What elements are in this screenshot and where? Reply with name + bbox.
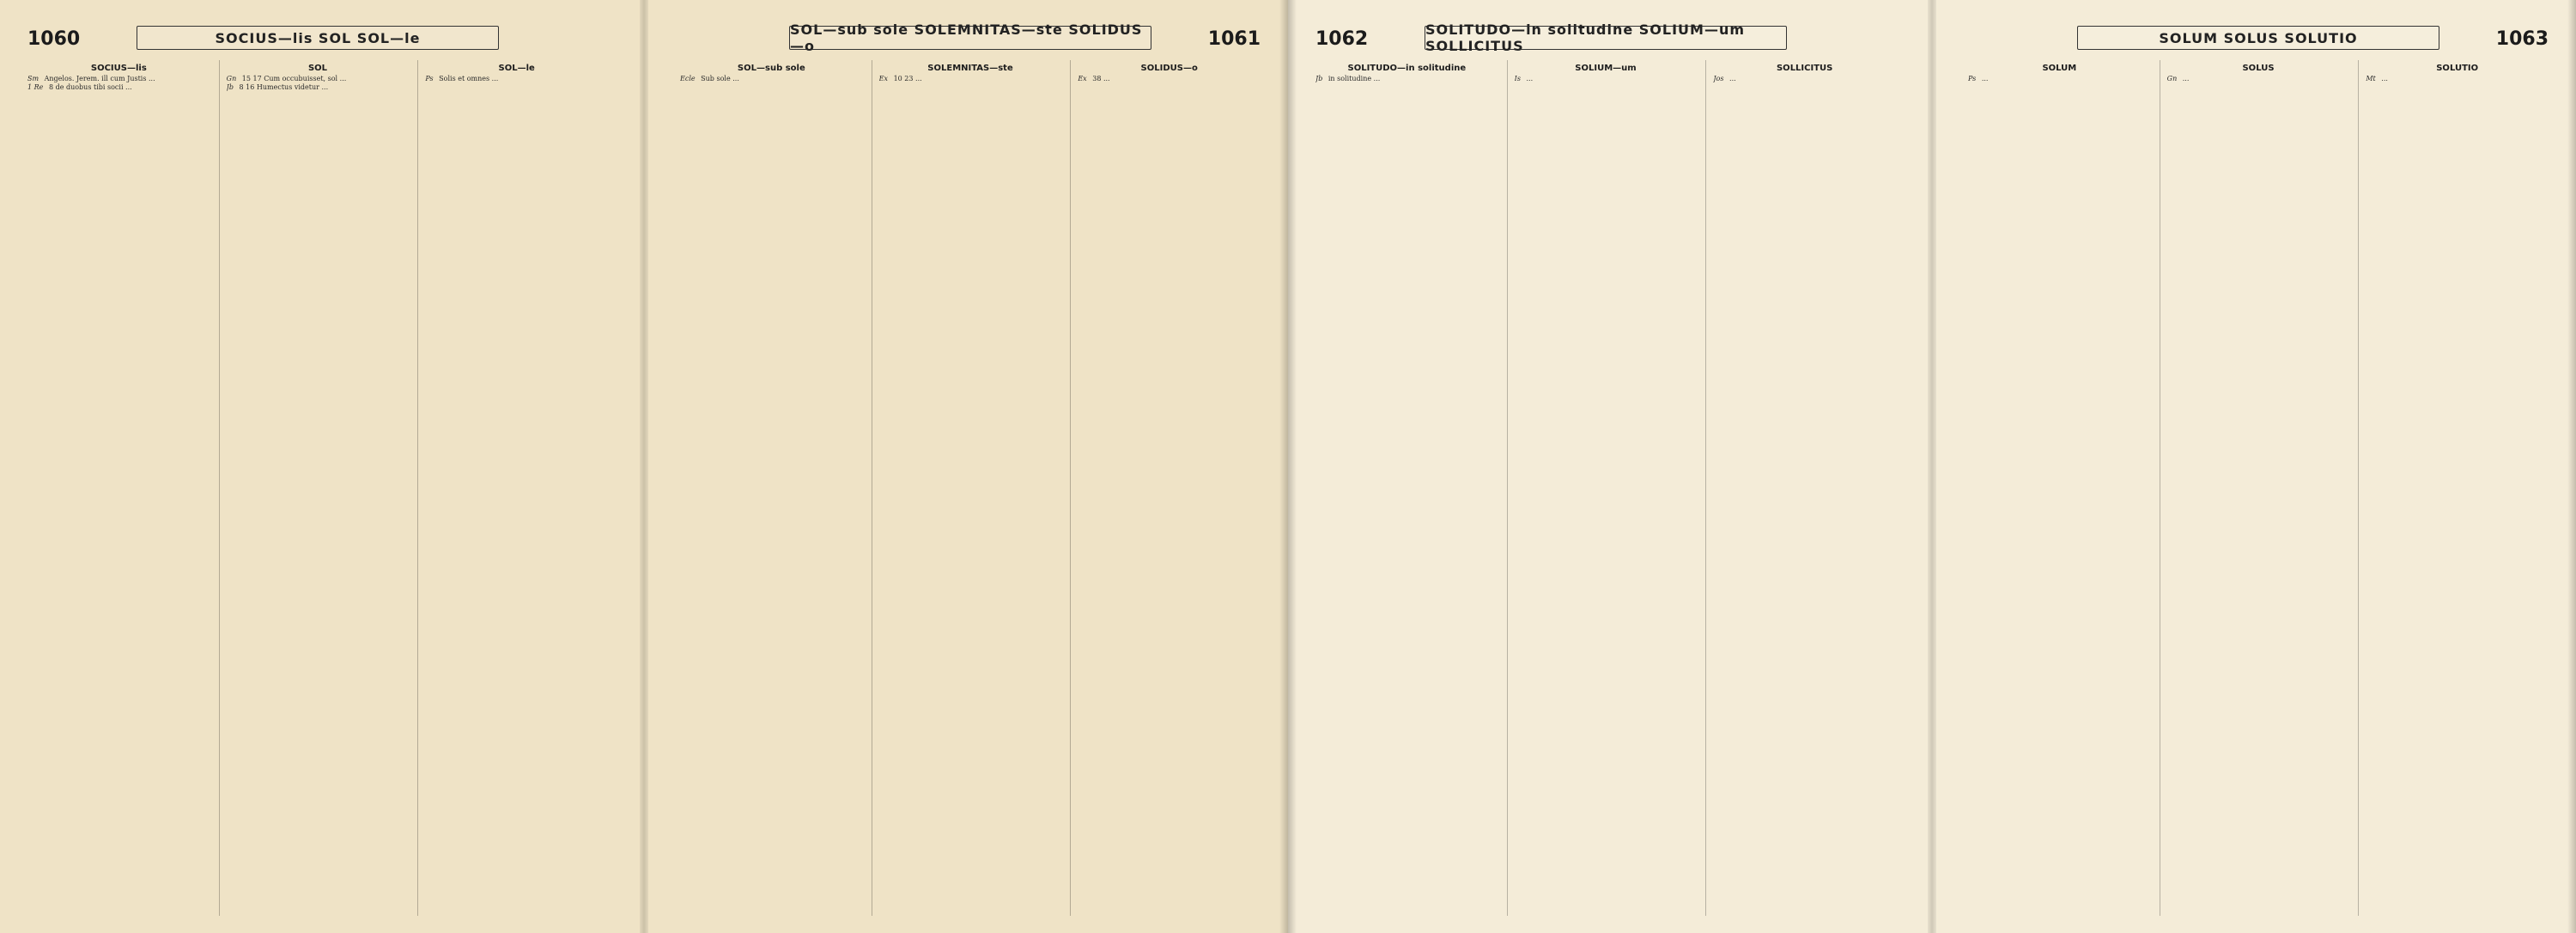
page-1062 xyxy=(1288,0,1923,933)
entry-line xyxy=(27,83,210,92)
page-1063 xyxy=(1941,0,2576,933)
column-2 xyxy=(219,60,410,916)
page-header xyxy=(1968,26,2549,52)
entry-line xyxy=(425,75,608,83)
column-2 xyxy=(872,60,1062,916)
entry-abbr: Mt xyxy=(2366,75,2376,82)
entry-heading: SOLIUM—um xyxy=(1575,64,1637,73)
entry-abbr: Jos xyxy=(1713,75,1724,82)
column-1 xyxy=(1315,60,1498,916)
page-header xyxy=(680,21,1261,54)
entry-abbr: Jb xyxy=(1315,75,1323,82)
column-1 xyxy=(680,60,863,916)
entry-text: 8 de duobus tibi socii ... xyxy=(48,83,132,91)
entry-abbr: Ps xyxy=(425,75,434,82)
column-3 xyxy=(1070,60,1261,916)
entry-heading: SOLUM xyxy=(2042,64,2077,73)
entry-abbr: Gn xyxy=(2166,75,2178,82)
entry-abbr: Ex xyxy=(1078,75,1087,82)
entry-text: ... xyxy=(1729,75,1736,82)
entry-abbr: 1 Re xyxy=(27,83,44,91)
entry-heading: SOLLICITUS xyxy=(1776,64,1833,73)
columns xyxy=(680,60,1261,916)
right-spread xyxy=(1288,0,2576,933)
entry-text: 8 16 Humectus videtur ... xyxy=(239,83,329,91)
gutter xyxy=(1928,0,1936,933)
entry-heading: SOLITUDO—in solitudine xyxy=(1347,64,1467,73)
entry-text: 10 23 ... xyxy=(893,75,922,82)
entry-text: ... xyxy=(2381,75,2388,82)
entry-line xyxy=(1713,75,1896,83)
entry-heading: SOLEMNITAS—ste xyxy=(927,64,1013,73)
entry-text: ... xyxy=(1981,75,1989,82)
page-number: 1063 xyxy=(2495,27,2549,50)
entry-line xyxy=(227,83,410,92)
running-head: SOL—sub sole SOLEMNITAS—ste SOLIDUS—o xyxy=(789,26,1151,50)
column-1 xyxy=(1968,60,2151,916)
page-1061 xyxy=(653,0,1288,933)
entry-text: Solis et omnes ... xyxy=(439,75,499,82)
page-1060 xyxy=(0,0,635,933)
entry-text: 15 17 Cum occubuisset, sol ... xyxy=(241,75,347,82)
gutter xyxy=(640,0,648,933)
entry-text: ... xyxy=(2182,75,2190,82)
entry-line xyxy=(879,75,1062,83)
entry-line xyxy=(2366,75,2549,83)
page-number: 1062 xyxy=(1315,27,1369,50)
column-1 xyxy=(27,60,210,916)
column-2 xyxy=(2160,60,2350,916)
column-3 xyxy=(2358,60,2549,916)
running-head: SOLITUDO—in solitudine SOLIUM—um SOLLICITUS xyxy=(1425,26,1787,50)
entry-text: Sub sole ... xyxy=(701,75,739,82)
column-3 xyxy=(417,60,608,916)
entry-text: 38 ... xyxy=(1092,75,1110,82)
entry-text: Angelos. Jerem. ill cum Justis ... xyxy=(44,75,155,82)
entry-abbr: Ecle xyxy=(680,75,696,82)
entry-heading: SOCIUS—lis xyxy=(90,64,147,73)
entry-line xyxy=(680,75,863,83)
columns xyxy=(1968,60,2549,916)
columns xyxy=(1315,60,1896,916)
entry-heading: SOLUS xyxy=(2242,64,2275,73)
entry-line xyxy=(1968,75,2151,83)
entry-heading: SOL—sub sole xyxy=(737,64,805,73)
page-number: 1061 xyxy=(1207,27,1261,50)
running-head: SOLUM SOLUS SOLUTIO xyxy=(2077,26,2439,50)
entry-abbr: Ps xyxy=(1968,75,1977,82)
entry-line xyxy=(1515,75,1698,83)
page-header xyxy=(27,26,608,52)
entry-abbr: Sm xyxy=(27,75,39,82)
entry-abbr: Ex xyxy=(878,75,889,82)
entry-abbr: Is xyxy=(1514,75,1521,82)
entry-abbr: Jb xyxy=(226,83,234,91)
entry-heading: SOL xyxy=(307,64,328,73)
entry-heading: SOLUTIO xyxy=(2436,64,2479,73)
entry-heading: SOL—le xyxy=(498,64,535,73)
entry-text: in solitudine ... xyxy=(1327,75,1381,82)
entry-heading: SOLIDUS—o xyxy=(1140,64,1198,73)
running-head: SOCIUS—lis SOL SOL—le xyxy=(137,26,499,50)
entry-abbr: Gn xyxy=(226,75,237,82)
page-number: 1060 xyxy=(27,27,81,50)
entry-line xyxy=(227,75,410,83)
page-header xyxy=(1315,21,1896,54)
entry-line xyxy=(1078,75,1261,83)
entry-line xyxy=(27,75,210,83)
page-shadow xyxy=(1279,0,1288,933)
column-2 xyxy=(1507,60,1698,916)
page-shadow xyxy=(2567,0,2576,933)
entry-text: ... xyxy=(1526,75,1534,82)
columns xyxy=(27,60,608,916)
column-3 xyxy=(1705,60,1896,916)
entry-line xyxy=(1315,75,1498,83)
entry-line xyxy=(2167,75,2350,83)
